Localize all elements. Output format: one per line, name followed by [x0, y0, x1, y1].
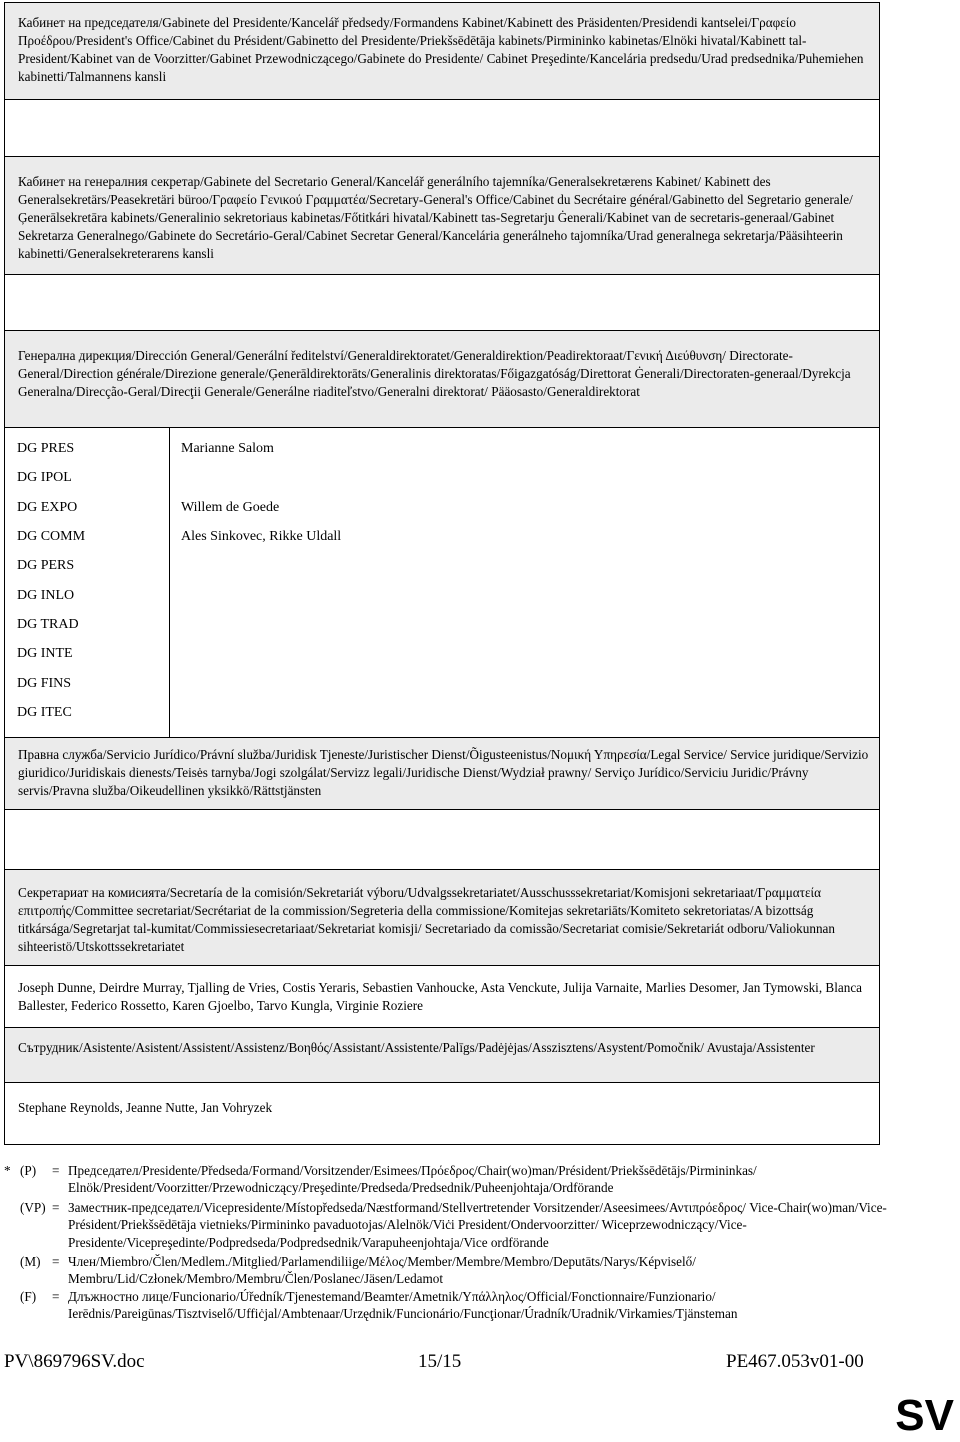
section-assistant-names — [5, 1082, 879, 1144]
section-legal-service — [5, 737, 879, 809]
footnote-p-text: Председател/Presidente/Předseda/Formand/Vorsitzender/Esimees/Πρόεδρος/Chair(wo)man/Président/Priekšsēdētājs/Pirmininkas/ Elnök/President/Voorzitter/Przewodniczący/Preşedinte/Predseda/Predsednik/Puheenjohtaja/Ordförande — [68, 1163, 757, 1196]
committee-names: Joseph Dunne, Deirdre Murray, Tjalling de Vries, Costis Yeraris, Sebastien Vanhoucke, Asta Venckute, Julija Varnaite, Marlies Desomer, Jan Tymowski, Blanca Ballester, Federico Rossetto, Karen Gjoelbo, Tarvo Kungla, Virginie Roziere — [18, 980, 863, 1013]
section-assistant — [5, 1027, 879, 1082]
dg-item: DG PRES — [17, 441, 75, 456]
section-secretary-general-names — [5, 274, 879, 330]
footnote-m-abbr: (M) — [20, 1254, 41, 1269]
footnote-f-text: Длъжностно лице/Funcionario/Úředník/Tjenestemand/Beamter/Ametnik/Υπάλληλος/Official/Fonctionnaire/Funzionario/ Ierēdnis/Pareigūnas/Tisztviselő/Uffiċjal/Ambtenaar/Urzędnik/Funcionário/Funcţionar/Úradník/Uradnik/Virkamies/Tjänsteman — [68, 1289, 738, 1322]
footnote-vp-text: Заместник-председател/Vicepresidente/Místopředseda/Næstformand/Stellvertretender Vorsitzender/Aseesimees/Αντιπρόεδρος/ Vice-Chair(wo)man/Vice-Président/Priekšsēdētāja vietnieks/Pirmininko pavaduotojas/Alelnök/Viċi President/Ondervoorzitter/ Wiceprzewodniczący/Vice-Presidente/Vicepreşedinte/Podpredseda/Podpredsednik/Varapuheenjohtaja/Vice ordförande — [68, 1200, 887, 1250]
dg-item: DG INLO — [17, 588, 75, 603]
footnote-vp-eq: = — [52, 1200, 60, 1215]
section-legal-service-names — [5, 809, 879, 869]
footnote-f-eq: = — [52, 1289, 60, 1304]
dg-pres-person: Marianne Salom — [181, 441, 274, 456]
attendance-table — [4, 2, 880, 1145]
footnote-f-abbr: (F) — [20, 1289, 37, 1304]
section-secretary-general — [5, 156, 879, 274]
dg-item: DG ITEC — [17, 705, 72, 720]
president-cabinet-heading: Кабинет на председателя/Gabinete del Presidente/Kancelář předsedy/Formandens Kabinet/Kabinett des Präsidenten/Presidendi kantselei/Γραφείο Προέδρου/President's Office/Cabinet du Président/Gabinetto del Presidente/Priekšsēdētāja kabinets/Pirmininko kabinetas/Elnöki hivatal/Kabinett tal-President/Kabinet van de Voorzitter/Gabinet Przewodniczącego/Gabinete do Presidente/ Cabinet Preşedinte/Kancelária predsedu/Urad predsednika/Puhemiehen kabinetti/Talmannens kansli — [18, 15, 864, 84]
directorate-general-heading: Генерална дирекция/Dirección General/Generální ředitelství/Generaldirektoratet/Generaldirektion/Peadirektoraat/Γενική Διεύθυνση/ Directorate-General/Direction générale/Direzione generale/Ģenerāldirektorāts/Generalinis direktoratas/Főigazgatóság/Direttorat Ġenerali/Directoraten-generaal/Dyrekcja Generalna/Direcção-Geral/Direcţii Generale/Generálne riaditeľstvo/Generalni direktorat/ Pääosasto/Generaldirektorat — [18, 348, 851, 399]
legal-service-heading: Правна служба/Servicio Jurídico/Právní služba/Juridisk Tjeneste/Juristischer Dienst/Õigusteenistus/Νομική Υπηρεσία/Legal Service/ Service juridique/Servizio giuridico/Juridiskais dienests/Teisės tarnyba/Jogi szolgálat/Servizz legali/Juridische Dienst/Wydział prawny/ Serviço Jurídico/Serviciu Juridic/Právny servis/Pravna služba/Oikeudellinen yksikkö/Rättstjänsten — [18, 747, 869, 798]
dg-expo-person: Willem de Goede — [181, 500, 280, 515]
section-directorate-general — [5, 330, 879, 427]
footnote-m-eq: = — [52, 1254, 60, 1269]
dg-item: DG INTE — [17, 646, 73, 661]
footnote-vp-abbr: (VP) — [20, 1200, 46, 1215]
footnote-m-text: Член/Miembro/Člen/Medlem./Mitglied/Parlamendiliige/Μέλος/Member/Membre/Membro/Deputāts/Narys/Képviselő/ Membru/Lid/Członek/Membro/Membru/Člen/Poslanec/Jäsen/Ledamot — [68, 1254, 696, 1287]
dg-item: DG COMM — [17, 529, 86, 544]
section-committee-secretariat — [5, 869, 879, 965]
dg-column-divider — [169, 428, 170, 738]
section-committee-names — [5, 965, 879, 1027]
footnote-p-eq: = — [52, 1163, 60, 1178]
footnote-star: * — [4, 1163, 11, 1178]
language-code: SV — [895, 1391, 954, 1440]
footer-reference: PE467.053v01-00 — [726, 1351, 864, 1372]
section-president-cabinet — [5, 3, 879, 99]
dg-item: DG IPOL — [17, 470, 72, 485]
dg-item: DG TRAD — [17, 617, 79, 632]
dg-table — [5, 427, 879, 738]
section-president-cabinet-names — [5, 99, 879, 156]
secretary-general-heading: Кабинет на генералния секретар/Gabinete del Secretario General/Kancelář generálního tajemníka/Generalsekretærens Kabinet/ Kabinett des Generalsekretärs/Peasekretäri büroo/Γραφείο Γενικού Γραμματέα/Secretary-General's Office/Cabinet du Secrétaire général/Gabinetto del Segretario generale/Ģenerālsekretāra kabinets/Generalinio sekretoriaus kabinetas/Főtitkári hivatal/Kabinett tas-Segretarju Ġenerali/Kabinet van de secretaris-generaal/Gabinet Sekretarza Generalnego/Gabinete do Secretário-Geral/Cabinet Secretar General/Kancelária generálneho tajomníka/Urad generalnega sekretarja/Pääsihteerin kabinetti/Generalsekreterarens kansli — [18, 174, 853, 261]
dg-item: DG FINS — [17, 676, 72, 691]
footer-page-number: 15/15 — [418, 1351, 462, 1372]
assistant-names: Stephane Reynolds, Jeanne Nutte, Jan Vohryzek — [18, 1100, 273, 1115]
dg-item: DG PERS — [17, 558, 75, 573]
dg-item: DG EXPO — [17, 500, 78, 515]
footnote-p-abbr: (P) — [20, 1163, 37, 1178]
assistant-heading: Сътрудник/Asistente/Asistent/Assistent/Assistenz/Βοηθός/Assistant/Assistente/Palīgs/Padėjėjas/Asszisztens/Asystent/Pomočnik/ Avustaja/Assistenter — [18, 1040, 815, 1055]
committee-secretariat-heading: Секретариат на комисията/Secretaría de la comisión/Sekretariát výboru/Udvalgssekretariatet/Ausschusssekretariat/Komisjoni sekretariaat/Γραμματεία επιτροπής/Committee secretariat/Secrétariat de la commission/Segreteria della commissione/Komitejas sekretariāts/Komiteto sekretoriatas/A bizottság titkársága/Segretarjat tal-kumitat/Commissiesecretariaat/Sekretariat komisji/ Secretariado da comissão/Secretariat comisie/Sekretariát odboru/Valiokunnan sihteeristö/Utskottssekretariatet — [18, 885, 835, 954]
dg-comm-person: Ales Sinkovec, Rikke Uldall — [181, 529, 342, 544]
footer-doc-name: PV\869796SV.doc — [4, 1351, 145, 1372]
